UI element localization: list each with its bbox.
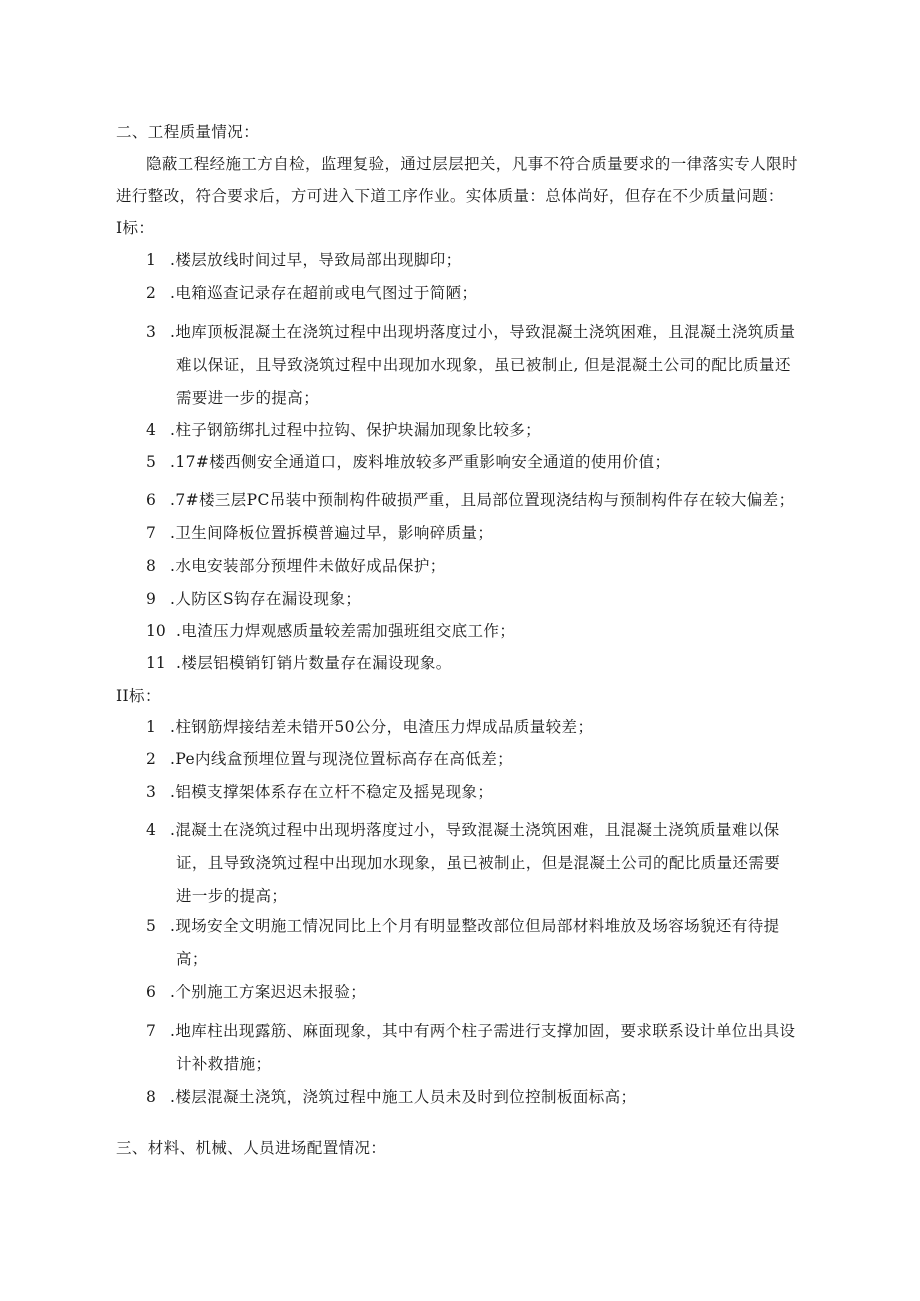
section-2-heading: 二、工程质量情况：: [116, 123, 260, 141]
item-number: 6: [146, 983, 156, 1001]
item-number: 1: [146, 718, 156, 736]
item-number: 1: [146, 251, 156, 269]
item-number: 10: [146, 622, 166, 640]
item-text: .卫生间降板位置拆模普遍过早，影响碎质量；: [170, 524, 494, 542]
section-3-heading: 三、材料、机械、人员进场配置情况：: [116, 1139, 387, 1157]
section-2-intro-line-1: 隐蔽工程经施工方自检，监理复验，通过层层把关，凡事不符合质量要求的一律落实专人限时: [146, 155, 798, 173]
item-number: 4: [146, 821, 156, 839]
item-text: .17#楼西侧安全通道口，废料堆放较多严重影响安全通道的使用价值；: [170, 453, 671, 471]
item-number: 2: [146, 750, 156, 768]
item-number: 5: [146, 453, 156, 471]
item-number: 3: [146, 783, 156, 801]
item-text: .楼层混凝土浇筑，浇筑过程中施工人员未及时到位控制板面标高；: [170, 1088, 637, 1106]
item-number: 7: [146, 1022, 156, 1040]
item-text: .Pe内线盒预埋位置与现浇位置标高存在高低差；: [170, 750, 514, 768]
item-number: 9: [146, 590, 156, 608]
item-text: .水电安装部分预埋件未做好成品保护；: [170, 557, 446, 575]
item-text: .现场安全文明施工情况同比上个月有明显整改部位但局部材料堆放及场容场貌还有待提 高；: [170, 917, 780, 968]
section-2-intro-line-2: 进行整改，符合要求后，方可进入下道工序作业。实体质量：总体尚好，但存在不少质量问题：: [116, 187, 784, 205]
item-text: .个别施工方案迟迟未报验；: [170, 983, 367, 1001]
item-number: 2: [146, 284, 156, 302]
item-text: .柱钢筋焊接结差未错开50公分，电渣压力焊成品质量较差；: [170, 718, 594, 736]
item-number: 8: [146, 1088, 156, 1106]
lot-2-label: II标：: [116, 687, 161, 705]
item-text: .电渣压力焊观感质量较差需加强班组交底工作；: [176, 622, 516, 640]
item-text: .铝模支撑架体系存在立杆不稳定及摇晃现象；: [170, 783, 494, 801]
item-text: .人防区S钩存在漏设现象；: [170, 590, 362, 608]
item-number: 7: [146, 524, 156, 542]
item-text: .电箱巡查记录存在超前或电气图过于简陋；: [170, 284, 478, 302]
item-number: 8: [146, 557, 156, 575]
item-text: .楼层放线时间过早，导致局部出现脚印；: [170, 251, 462, 269]
item-text: .混凝土在浇筑过程中出现坍落度过小，导致混凝土浇筑困难，且混凝土浇筑质量难以保 证，且导致浇筑过程中出现加水现象，虽已被制止，但是混凝土公司的配比质量还需要 进一步的提高；: [170, 821, 781, 905]
item-number: 5: [146, 917, 156, 935]
lot-1-label: I标：: [116, 219, 155, 237]
item-number: 6: [146, 491, 156, 509]
item-text: .地库柱出现露筋、麻面现象，其中有两个柱子需进行支撑加固，要求联系设计单位出具设 计补救措施；: [170, 1022, 796, 1073]
item-number: 11: [146, 654, 166, 672]
item-text: .楼层铝模销钉销片数量存在漏设现象。: [176, 654, 452, 672]
item-text: .柱子钢筋绑扎过程中拉钩、保护块漏加现象比较多；: [170, 421, 542, 439]
item-text: .7#楼三层PC吊装中预制构件破损严重，且局部位置现浇结构与预制构件存在较大偏差；: [170, 491, 795, 509]
item-text: .地库顶板混凝土在浇筑过程中出现坍落度过小，导致混凝土浇筑困难，且混凝土浇筑质量 难以保证，且导致浇筑过程中出现加水现象，虽已被制止, 但是混凝土公司的配比质量还 需要进一步的提高；: [170, 323, 796, 407]
item-number: 4: [146, 421, 156, 439]
item-number: 3: [146, 323, 156, 341]
